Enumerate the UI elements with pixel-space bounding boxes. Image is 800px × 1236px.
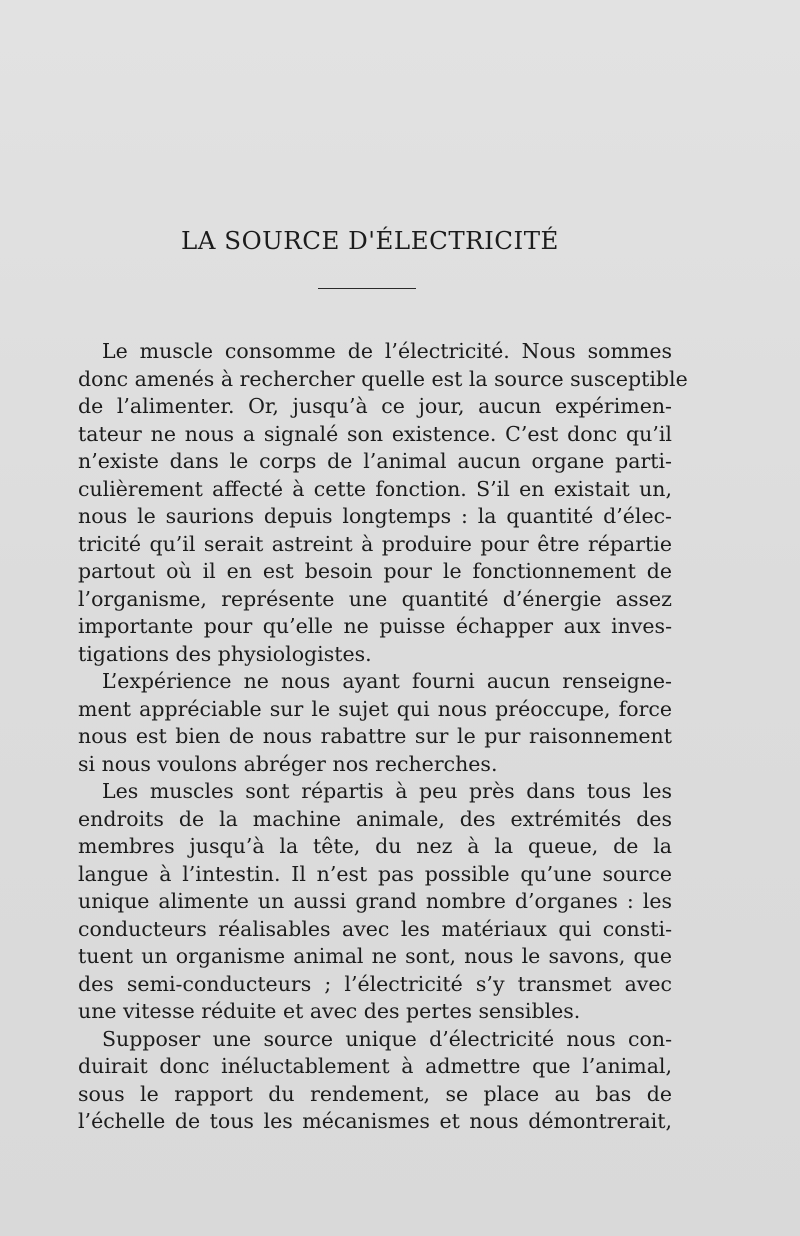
text-line: tateur ne nous a signalé son existence. C’est donc qu’il (78, 421, 672, 446)
text-line: nous est bien de nous rabattre sur le pur raisonnement (78, 724, 672, 748)
text-line: conducteurs réalisables avec les matériaux qui consti- (78, 916, 672, 941)
paragraph (78, 668, 672, 778)
title-rule-divider (318, 288, 416, 289)
chapter-title: LA SOURCE D'ÉLECTRICITÉ (181, 226, 559, 255)
text-line: tigations des physiologistes. (78, 641, 372, 666)
text-line: nous le saurions depuis longtemps : la quantité d’élec- (78, 504, 672, 528)
text-line: des semi-conducteurs ; l’électricité s’y transmet avec (78, 971, 672, 996)
text-line: endroits de la machine animale, des extrémités des (78, 806, 672, 831)
text-line: Le muscle consomme de l’électricité. Nous sommes (102, 339, 672, 363)
text-line: unique alimente un aussi grand nombre d’organes : les (78, 889, 672, 913)
paragraph (78, 338, 688, 668)
text-line: ment appréciable sur le sujet qui nous préoccupe, force (78, 696, 672, 721)
paragraph (78, 778, 672, 1026)
text-line: culièrement affecté à cette fonction. S’il en existait un, (78, 476, 672, 501)
text-line: n’existe dans le corps de l’animal aucun organe parti- (78, 449, 672, 473)
text-line: importante pour qu’elle ne puisse échapper aux inves- (78, 614, 672, 638)
paragraph (78, 1026, 672, 1136)
text-line: sous le rapport du rendement, se place au bas de (78, 1081, 672, 1106)
text-line: tricité qu’il serait astreint à produire pour être répartie (78, 531, 672, 556)
text-line: l’échelle de tous les mécanismes et nous démontrerait, (78, 1109, 672, 1133)
text-line: l’organisme, représente une quantité d’énergie assez (78, 586, 672, 611)
text-line: Supposer une source unique d’électricité nous con- (102, 1026, 672, 1051)
body-text (78, 338, 688, 1136)
text-line: de l’alimenter. Or, jusqu’à ce jour, aucun expérimen- (78, 394, 672, 418)
text-line: donc amenés à rechercher quelle est la source susceptible (78, 366, 688, 391)
text-line: membres jusqu’à la tête, du nez à la queue, de la (78, 834, 672, 858)
text-line: tuent un organisme animal ne sont, nous le savons, que (78, 944, 672, 968)
text-line: duirait donc inéluctablement à admettre que l’animal, (78, 1054, 672, 1078)
text-line: si nous voulons abréger nos recherches. (78, 751, 498, 776)
text-line: une vitesse réduite et avec des pertes sensibles. (78, 999, 581, 1023)
text-line: partout où il en est besoin pour le fonctionnement de (78, 559, 672, 583)
text-line: L’expérience ne nous ayant fourni aucun renseigne- (102, 669, 672, 693)
text-line: langue à l’intestin. Il n’est pas possible qu’une source (78, 861, 672, 886)
text-line: Les muscles sont répartis à peu près dans tous les (102, 779, 672, 803)
